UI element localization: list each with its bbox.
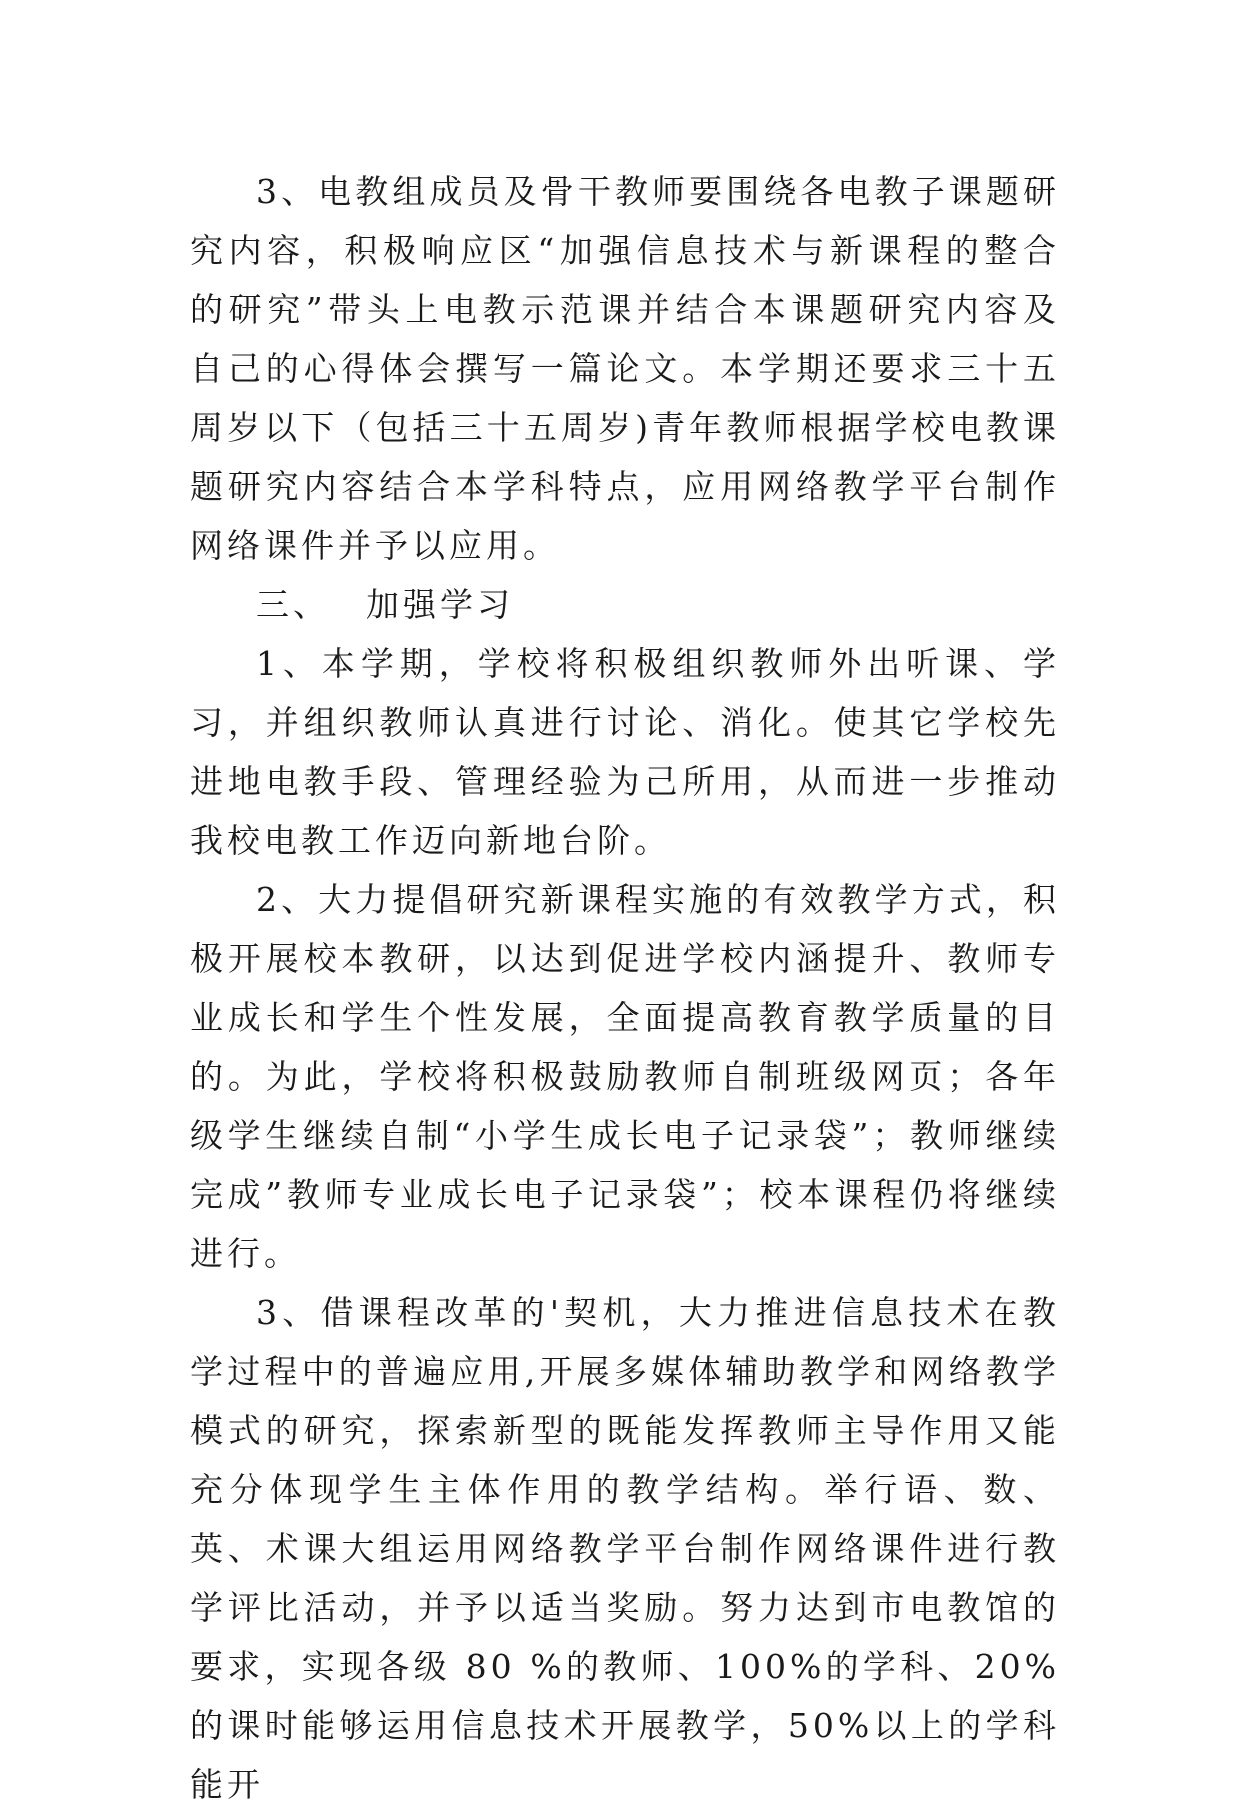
section-number: 三、 <box>256 585 330 624</box>
paragraph-electronic-teaching-group: 3、电教组成员及骨干教师要围绕各电教子课题研究内容，积极响应区“加强信息技术与新课程的整合的研究”带头上电教示范课并结合本课题研究内容及自己的心得体会撰写一篇论文。本学期还要求三十五周岁以下（包括三十五周岁)青年教师根据学校电教课题研究内容结合本学科特点，应用网络教学平台制作网络课件并予以应用。 <box>190 172 1060 565</box>
paragraph-curriculum-reform: 3、借课程改革的'契机，大力推进信息技术在教学过程中的普遍应用,开展多媒体辅助教学和网络教学模式的研究，探索新型的既能发挥教师主导作用又能充分体现学生主体作用的教学结构。举行语、数、英、术课大组运用网络教学平台制作网络课件进行教学评比活动，并予以适当奖励。努力达到市电教馆的要求，实现各级 80 %的教师、100%的学科、20%的课时能够运用信息技术开展教学，50%以上的学科能开 <box>190 1293 1060 1804</box>
document-body <box>190 162 1060 1814</box>
section-title: 加强学习 <box>366 585 514 624</box>
paragraph-school-based-research: 2、大力提倡研究新课程实施的有效教学方式，积极开展校本教研，以达到促进学校内涵提升、教师专业成长和学生个性发展，全面提高教育教学质量的目的。为此，学校将积极鼓励教师自制班级网页；各年级学生继续自制“小学生成长电子记录袋”；教师继续完成”教师专业成长电子记录袋”；校本课程仍将继续进行。 <box>190 880 1060 1273</box>
section-heading-strengthen-learning <box>190 575 1060 634</box>
paragraph-external-learning: 1、本学期，学校将积极组织教师外出听课、学习，并组织教师认真进行讨论、消化。使其它学校先进地电教手段、管理经验为己所用，从而进一步推动我校电教工作迈向新地台阶。 <box>190 644 1060 860</box>
